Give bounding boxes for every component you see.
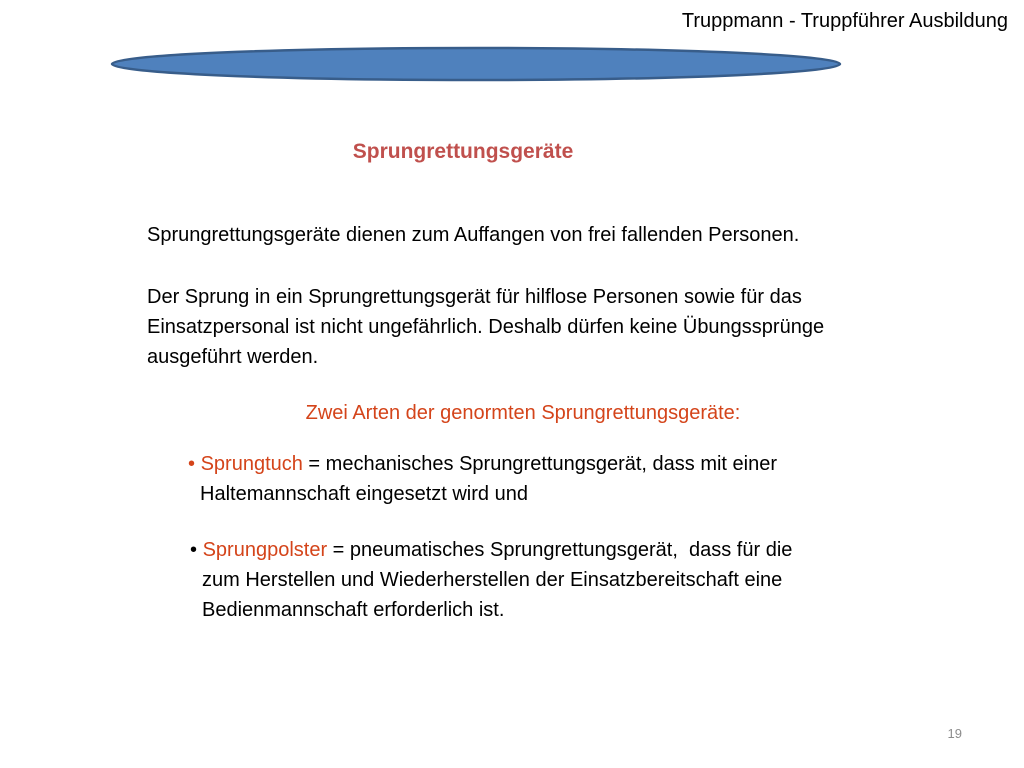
bullet-sprungpolster-line-2: zum Herstellen und Wiederherstellen der Einsatzbereitschaft eine — [202, 569, 783, 591]
bullet-sprungpolster — [190, 535, 792, 625]
bullet-sprungpolster-description: = pneumatisches Sprungrettungsgerät, dass für die — [327, 539, 793, 561]
warning-paragraph-line-2: Einsatzpersonal ist nicht ungefährlich. Deshalb dürfen keine Übungssprünge — [147, 316, 825, 338]
bullet-sprungtuch-line-2: Haltemannschaft eingesetzt wird und — [200, 483, 528, 505]
banner-ellipse — [110, 46, 842, 82]
bullet-sprungpolster-line-1 — [190, 535, 792, 565]
bullet-sprungpolster-line-3: Bedienmannschaft erforderlich ist. — [202, 599, 505, 621]
bullet-marker: • — [190, 539, 198, 561]
warning-paragraph — [147, 282, 824, 372]
bullet-sprungtuch-description: = mechanisches Sprungrettungsgerät, dass mit einer — [302, 453, 778, 475]
bullet-term-sprungtuch: Sprungtuch — [200, 453, 303, 475]
types-subheading: Zwei Arten der genormten Sprungrettungsgeräte: — [305, 402, 741, 424]
warning-paragraph-line-1: Der Sprung in ein Sprungrettungsgerät für hilflose Personen sowie für das — [147, 286, 802, 308]
bullet-marker: • — [188, 453, 196, 475]
page-number: 19 — [947, 726, 962, 741]
banner-ellipse-shape — [112, 48, 840, 80]
bullet-sprungtuch — [188, 449, 777, 509]
bullet-term-sprungpolster: Sprungpolster — [202, 539, 328, 561]
warning-paragraph-line-3: ausgeführt werden. — [147, 346, 319, 368]
slide-title: Sprungrettungsgeräte — [352, 140, 574, 163]
header-title: Truppmann - Truppführer Ausbildung — [681, 10, 1008, 32]
intro-paragraph — [147, 220, 799, 250]
bullet-sprungtuch-line-1 — [188, 449, 777, 479]
intro-paragraph-text: Sprungrettungsgeräte dienen zum Auffangen von frei fallenden Personen. — [147, 224, 800, 246]
